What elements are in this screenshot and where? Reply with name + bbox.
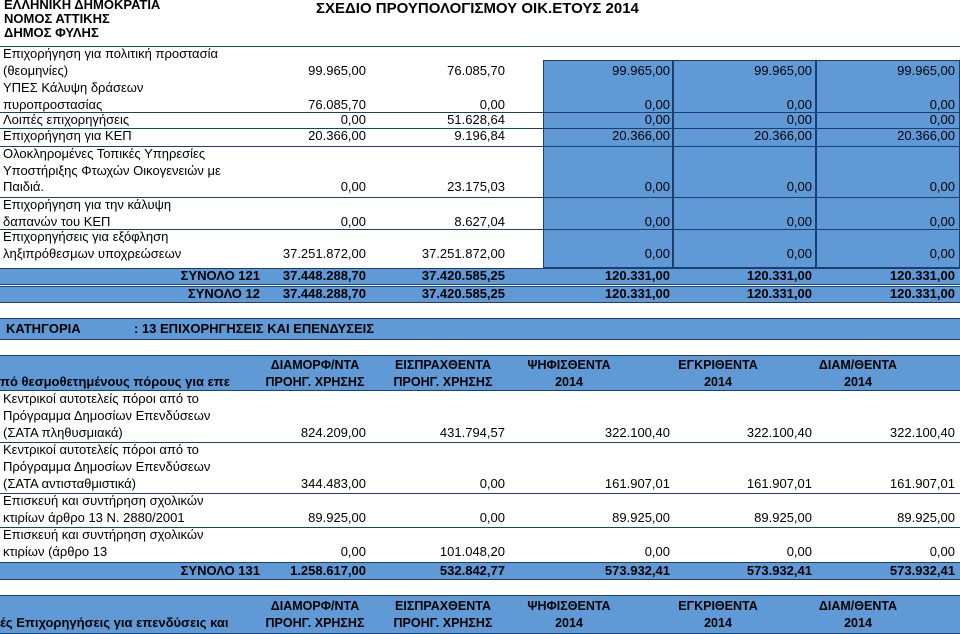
column-header: ΕΓΚΡΙΘΕΝΤΑ [678,599,758,613]
cell-value: 23.175,03 [447,179,505,195]
total-value: 120.331,00 [604,286,670,301]
cell-value: 0,00 [786,213,812,229]
row-label: (θεομηνίες) [3,62,69,78]
cell-value: 99.965,00 [897,62,955,78]
document-header [0,0,960,46]
cell-value: 0,00 [644,112,670,127]
column-header-sub: 2014 [555,375,583,389]
cell-value: 824.209,00 [300,425,366,440]
row-divider [0,128,960,129]
column-header: ΔΙΑΜ/ΘΕΝΤΑ [818,599,898,613]
org-line-2: ΝΟΜΟΣ ΑΤΤΙΚΗΣ [4,11,110,26]
org-line-3: ΔΗΜΟΣ ΦΥΛΗΣ [4,25,99,40]
cell-value: 0,00 [479,510,505,525]
cell-value: 322.100,40 [889,425,955,440]
row-label: (ΣΑΤΑ αντισταθμιστικά) [3,476,136,491]
cell-value: 0,00 [479,476,505,491]
cell-value: 89.925,00 [308,510,366,525]
row-header: πό θεσμοθετημένους πόρους για επε [0,374,230,389]
col3-bg [543,60,673,268]
column-header-sub: ΠΡΟΗΓ. ΧΡΗΣΗΣ [265,616,365,630]
cell-value: 0,00 [929,544,955,559]
cell-value: 161.907,01 [889,476,955,491]
row-label: Πρόγραμμα Δημοσίων Επενδύσεων [3,408,211,423]
cell-value: 0,00 [644,96,670,112]
row-label: δαπανών του ΚΕΠ [3,213,111,229]
row-label: Πρόγραμμα Δημοσίων Επενδύσεων [3,459,211,474]
total-value: 37.448.288,70 [282,268,366,283]
cell-value: 20.366,00 [754,128,812,143]
col4-bg [673,60,816,268]
cell-value: 8.627,04 [454,213,505,229]
total-value: 573.932,41 [746,563,812,578]
cell-value: 0,00 [786,112,812,127]
cell-value: 0,00 [644,544,670,559]
cell-value: 0,00 [929,96,955,112]
cell-value: 161.907,01 [604,476,670,491]
cell-value: 161.907,01 [746,476,812,491]
total-value: 37.420.585,25 [421,286,505,301]
cell-value: 76.085,70 [308,96,366,112]
total-value: 573.932,41 [604,563,670,578]
row-label: Κεντρικοί αυτοτελείς πόροι από το [3,391,199,406]
cell-value: 0,00 [929,245,955,261]
cell-value: 20.366,00 [897,128,955,143]
cell-value: 101.048,20 [439,544,505,559]
total-value: 573.932,41 [889,563,955,578]
row-label: πυροπροστασίας [3,96,103,112]
row-divider [0,197,960,198]
cell-value: 0,00 [929,213,955,229]
row-divider [0,112,960,113]
column-header: ΔΙΑΜΟΡΦ/ΝΤΑ [270,599,360,613]
column-header-sub: 2014 [704,616,732,630]
cell-value: 0,00 [340,544,366,559]
row-label: κτιρίων άρθρο 13 Ν. 2880/2001 [3,510,185,525]
cell-value: 9.196,84 [454,128,505,143]
page-title: ΣΧΕΔΙΟ ΠΡΟΥΠΟΛΟΓΙΣΜΟΥ ΟΙΚ.ΕΤΟΥΣ 2014 [316,0,639,17]
cell-value: 99.965,00 [612,62,670,78]
cell-value: 0,00 [644,179,670,195]
total-value: 1.258.617,00 [290,563,366,578]
cell-value: 0,00 [786,245,812,261]
total-value: 120.331,00 [889,286,955,301]
column-header: ΔΙΑΜΟΡΦ/ΝΤΑ [270,358,360,372]
cell-value: 0,00 [929,179,955,195]
row-label: Ολοκληρομένες Τοπικές Υπηρεσίες [3,146,206,161]
total-value: 120.331,00 [604,268,670,283]
column-header-sub: ΠΡΟΗΓ. ΧΡΗΣΗΣ [393,375,493,389]
row-label: Επιχορηγήσεις για εξόφληση [3,229,169,244]
row-label: ΥΠΕΣ Κάλυψη δράσεων [3,80,144,95]
row-label: Επιχορήγηση για ΚΕΠ [3,128,132,143]
row-label: Παιδιά. [3,179,45,195]
column-header: ΕΙΣΠΡΑΧΘΕΝΤΑ [395,358,491,372]
total-value: 120.331,00 [746,268,812,283]
total-label: ΣΥΝΟΛΟ 12 [187,286,260,301]
cell-value: 0,00 [929,112,955,127]
column-header-sub: 2014 [844,616,872,630]
cell-value: 344.483,00 [300,476,366,491]
total-value: 120.331,00 [746,286,812,301]
cell-value: 322.100,40 [746,425,812,440]
column-header: ΔΙΑΜ/ΘΕΝΤΑ [818,358,898,372]
row-label: κτιρίων (άρθρο 13 [3,544,108,559]
org-line-1: ΕΛΛΗΝΙΚΗ ΔΗΜΟΚΡΑΤΙΑ [4,0,161,12]
row-label: Επισκευή και συντήρηση σχολικών [3,493,204,508]
row-label: Επιχορήγηση για πολιτική προστασία [3,46,219,61]
cell-value: 322.100,40 [604,425,670,440]
cell-value: 89.925,00 [754,510,812,525]
column-header: ΕΙΣΠΡΑΧΘΕΝΤΑ [395,599,491,613]
row-divider [0,493,960,494]
column-header-sub: 2014 [704,375,732,389]
cell-value: 37.251.872,00 [282,245,366,261]
category-value: : 13 ΕΠΙΧΟΡΗΓΗΣΕΙΣ ΚΑΙ ΕΠΕΝΔΥΣΕΙΣ [134,321,375,336]
total-label: ΣΥΝΟΛΟ 131 [180,563,260,578]
cell-value: 0,00 [479,96,505,112]
cell-value: 0,00 [786,179,812,195]
total-label: ΣΥΝΟΛΟ 121 [180,268,260,283]
cell-value: 20.366,00 [612,128,670,143]
cell-value: 99.965,00 [754,62,812,78]
total-value: 120.331,00 [889,268,955,283]
column-header: ΨΗΦΙΣΘΕΝΤΑ [527,599,611,613]
column-header-sub: ΠΡΟΗΓ. ΧΡΗΣΗΣ [265,375,365,389]
cell-value: 0,00 [340,112,366,127]
column-header-sub: 2014 [844,375,872,389]
row-label: ληξιπρόθεσμων υποχρεώσεων [3,245,182,261]
row-label: Επισκευή και συντήρηση σχολικών [3,527,204,542]
category-bar [0,318,960,340]
row-divider [0,146,960,147]
row-label: Υποστήριξης Φτωχών Οικογενειών με [3,162,221,178]
cell-value: 431.794,57 [439,425,505,440]
row-divider [0,442,960,443]
cell-value: 99.965,00 [308,62,366,78]
cell-value: 89.925,00 [612,510,670,525]
column-header-sub: ΠΡΟΗΓ. ΧΡΗΣΗΣ [393,616,493,630]
column-header: ΕΓΚΡΙΘΕΝΤΑ [678,358,758,372]
row-label: Λοιπές επιχορηγήσεις [3,112,130,127]
category-label: ΚΑΤΗΓΟΡΙΑ [6,321,81,336]
row-label: Επιχορήγηση για την κάλυψη [3,197,172,212]
total-value: 532.842,77 [439,563,505,578]
total-value: 37.448.288,70 [282,286,366,301]
cell-value: 76.085,70 [447,62,505,78]
row-divider [0,527,960,528]
col5-bg [816,60,960,268]
cell-value: 0,00 [340,179,366,195]
row-label: Κεντρικοί αυτοτελείς πόροι από το [3,442,199,457]
row-divider [0,229,960,230]
cell-value: 89.925,00 [897,510,955,525]
cell-value: 0,00 [340,213,366,229]
cell-value: 51.628,64 [447,112,505,127]
cell-value: 37.251.872,00 [421,245,505,261]
cell-value: 0,00 [644,245,670,261]
cell-value: 0,00 [786,544,812,559]
total-value: 37.420.585,25 [421,268,505,283]
cell-value: 0,00 [644,213,670,229]
row-header: ές Επιχορηγήσεις για επενδύσεις και [0,615,229,630]
cell-value: 20.366,00 [308,128,366,143]
column-header: ΨΗΦΙΣΘΕΝΤΑ [527,358,611,372]
row-label: (ΣΑΤΑ πληθυσμιακά) [3,425,123,440]
cell-value: 0,00 [786,96,812,112]
column-header-sub: 2014 [555,616,583,630]
